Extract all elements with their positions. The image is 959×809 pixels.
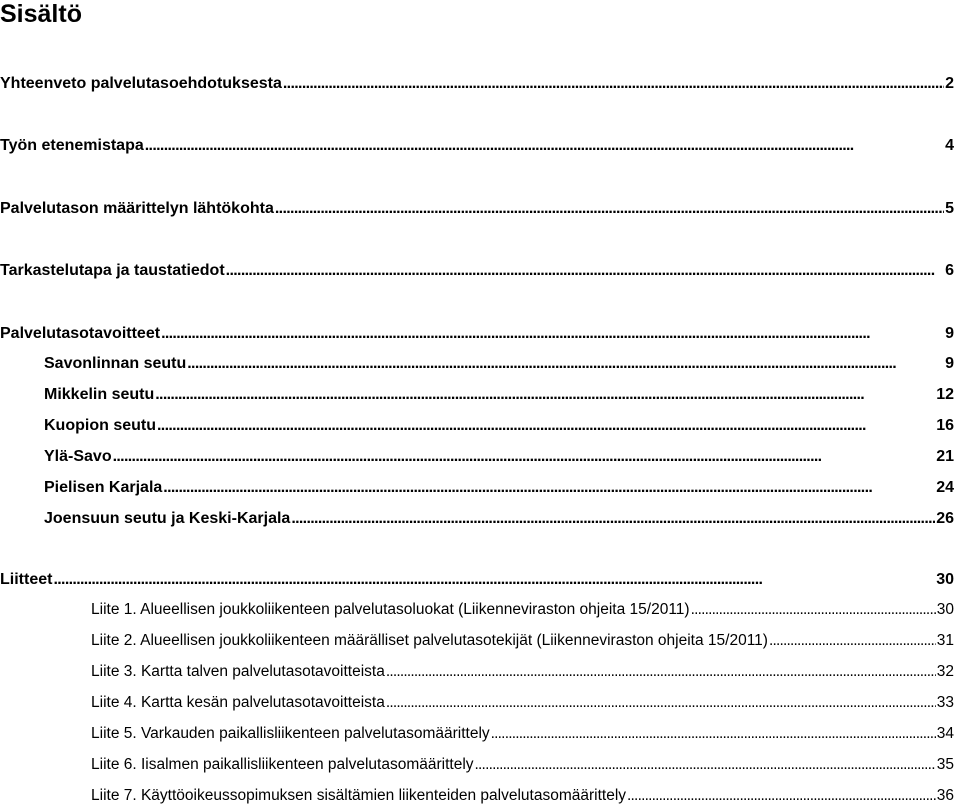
toc-entry-text: Tarkastelutapa ja taustatiedot [0,262,225,279]
toc-entry[interactable] [0,505,959,529]
toc-entry[interactable] [0,751,959,775]
toc-entry[interactable] [0,412,959,436]
toc-entry-page: 32 [936,663,954,680]
toc-leader [113,447,936,467]
toc-leader [157,416,935,436]
toc-entry-text: Liite 1. Alueellisen joukkoliikenteen palvelutasoluokat (Liikenneviraston ohjeita 15/2011) [91,601,690,618]
toc-entry-text: Kuopion seutu [44,417,156,434]
toc-entry-text: Ylä-Savo [44,448,112,465]
toc-entry[interactable] [0,70,959,94]
toc-entry-page: 4 [945,137,954,154]
toc-entry-page: 5 [945,200,954,217]
toc-entry-text: Liitteet [0,571,53,588]
toc-leader [769,631,936,651]
toc-entry-text: Liite 3. Kartta talven palvelutasotavoitteista [91,663,385,680]
toc-entry[interactable] [0,782,959,806]
toc-entry-text: Savonlinnan seutu [44,355,187,372]
toc-entry[interactable] [0,658,959,682]
toc-entry[interactable] [0,320,959,344]
toc-entry-text: Liite 6. Iisalmen paikallisliikenteen palvelutasomäärittely [91,756,474,773]
toc-entry[interactable] [0,720,959,744]
toc-entry[interactable] [0,381,959,405]
toc-entry[interactable] [0,474,959,498]
toc-entry-text: Työn etenemistapa [0,137,144,154]
toc-entry-page: 30 [936,571,954,588]
toc-entry-text: Liite 4. Kartta kesän palvelutasotavoitteista [91,694,385,711]
toc-entry-page: 35 [936,756,954,773]
toc-entry-page: 30 [936,601,954,618]
toc-entry-page: 16 [936,417,954,434]
toc-leader [155,385,935,405]
toc-leader [691,600,936,620]
toc-entry[interactable] [0,350,959,374]
toc-leader [161,324,944,344]
toc-leader [291,509,935,529]
toc-entry-page: 21 [936,448,954,465]
toc-leader [53,570,935,590]
toc-leader [145,136,944,156]
toc-entry[interactable] [0,689,959,713]
toc-leader [386,662,936,682]
toc-entry-page: 2 [945,75,954,92]
toc-entry-page: 6 [945,262,954,279]
toc-entry-text: Liite 2. Alueellisen joukkoliikenteen määrälliset palvelutasotekijät (Liikenneviraston ohjeita 15/2011) [91,632,768,649]
toc-entry[interactable] [0,443,959,467]
toc-leader [283,74,944,94]
toc-entry-text: Yhteenveto palvelutasoehdotuksesta [0,75,282,92]
toc-entry[interactable] [0,195,959,219]
toc-leader [163,478,935,498]
toc-leader [275,199,944,219]
toc-leader [627,786,936,806]
toc-entry-page: 9 [945,325,954,342]
toc-entry-page: 24 [936,479,954,496]
toc-title: Sisältö [0,0,82,28]
toc-entry-text: Palvelutason määrittelyn lähtökohta [0,200,274,217]
toc-entry-page: 33 [936,694,954,711]
toc-entry-text: Palvelutasotavoitteet [0,325,161,342]
toc-entry[interactable] [0,257,959,281]
toc-leader [491,724,936,744]
toc-entry[interactable] [0,566,959,590]
toc-entry-text: Mikkelin seutu [44,386,155,403]
toc-entry-page: 34 [936,725,954,742]
toc-leader [187,354,944,374]
toc-entry-text: Liite 5. Varkauden paikallisliikenteen palvelutasomäärittely [91,725,490,742]
toc-entry-text: Pielisen Karjala [44,479,163,496]
toc-entry-text: Joensuun seutu ja Keski-Karjala [44,510,291,527]
toc-entry-page: 9 [945,355,954,372]
toc-entry[interactable] [0,596,959,620]
toc-entry[interactable] [0,132,959,156]
toc-entry-page: 12 [936,386,954,403]
toc-leader [226,261,944,281]
toc-leader [386,693,936,713]
toc-entry[interactable] [0,627,959,651]
toc-entry-page: 36 [936,787,954,804]
toc-entry-page: 31 [936,632,954,649]
toc-entry-page: 26 [936,510,954,527]
toc-leader [475,755,936,775]
toc-entry-text: Liite 7. Käyttöoikeussopimuksen sisältämien liikenteiden palvelutasomäärittely [91,787,627,804]
